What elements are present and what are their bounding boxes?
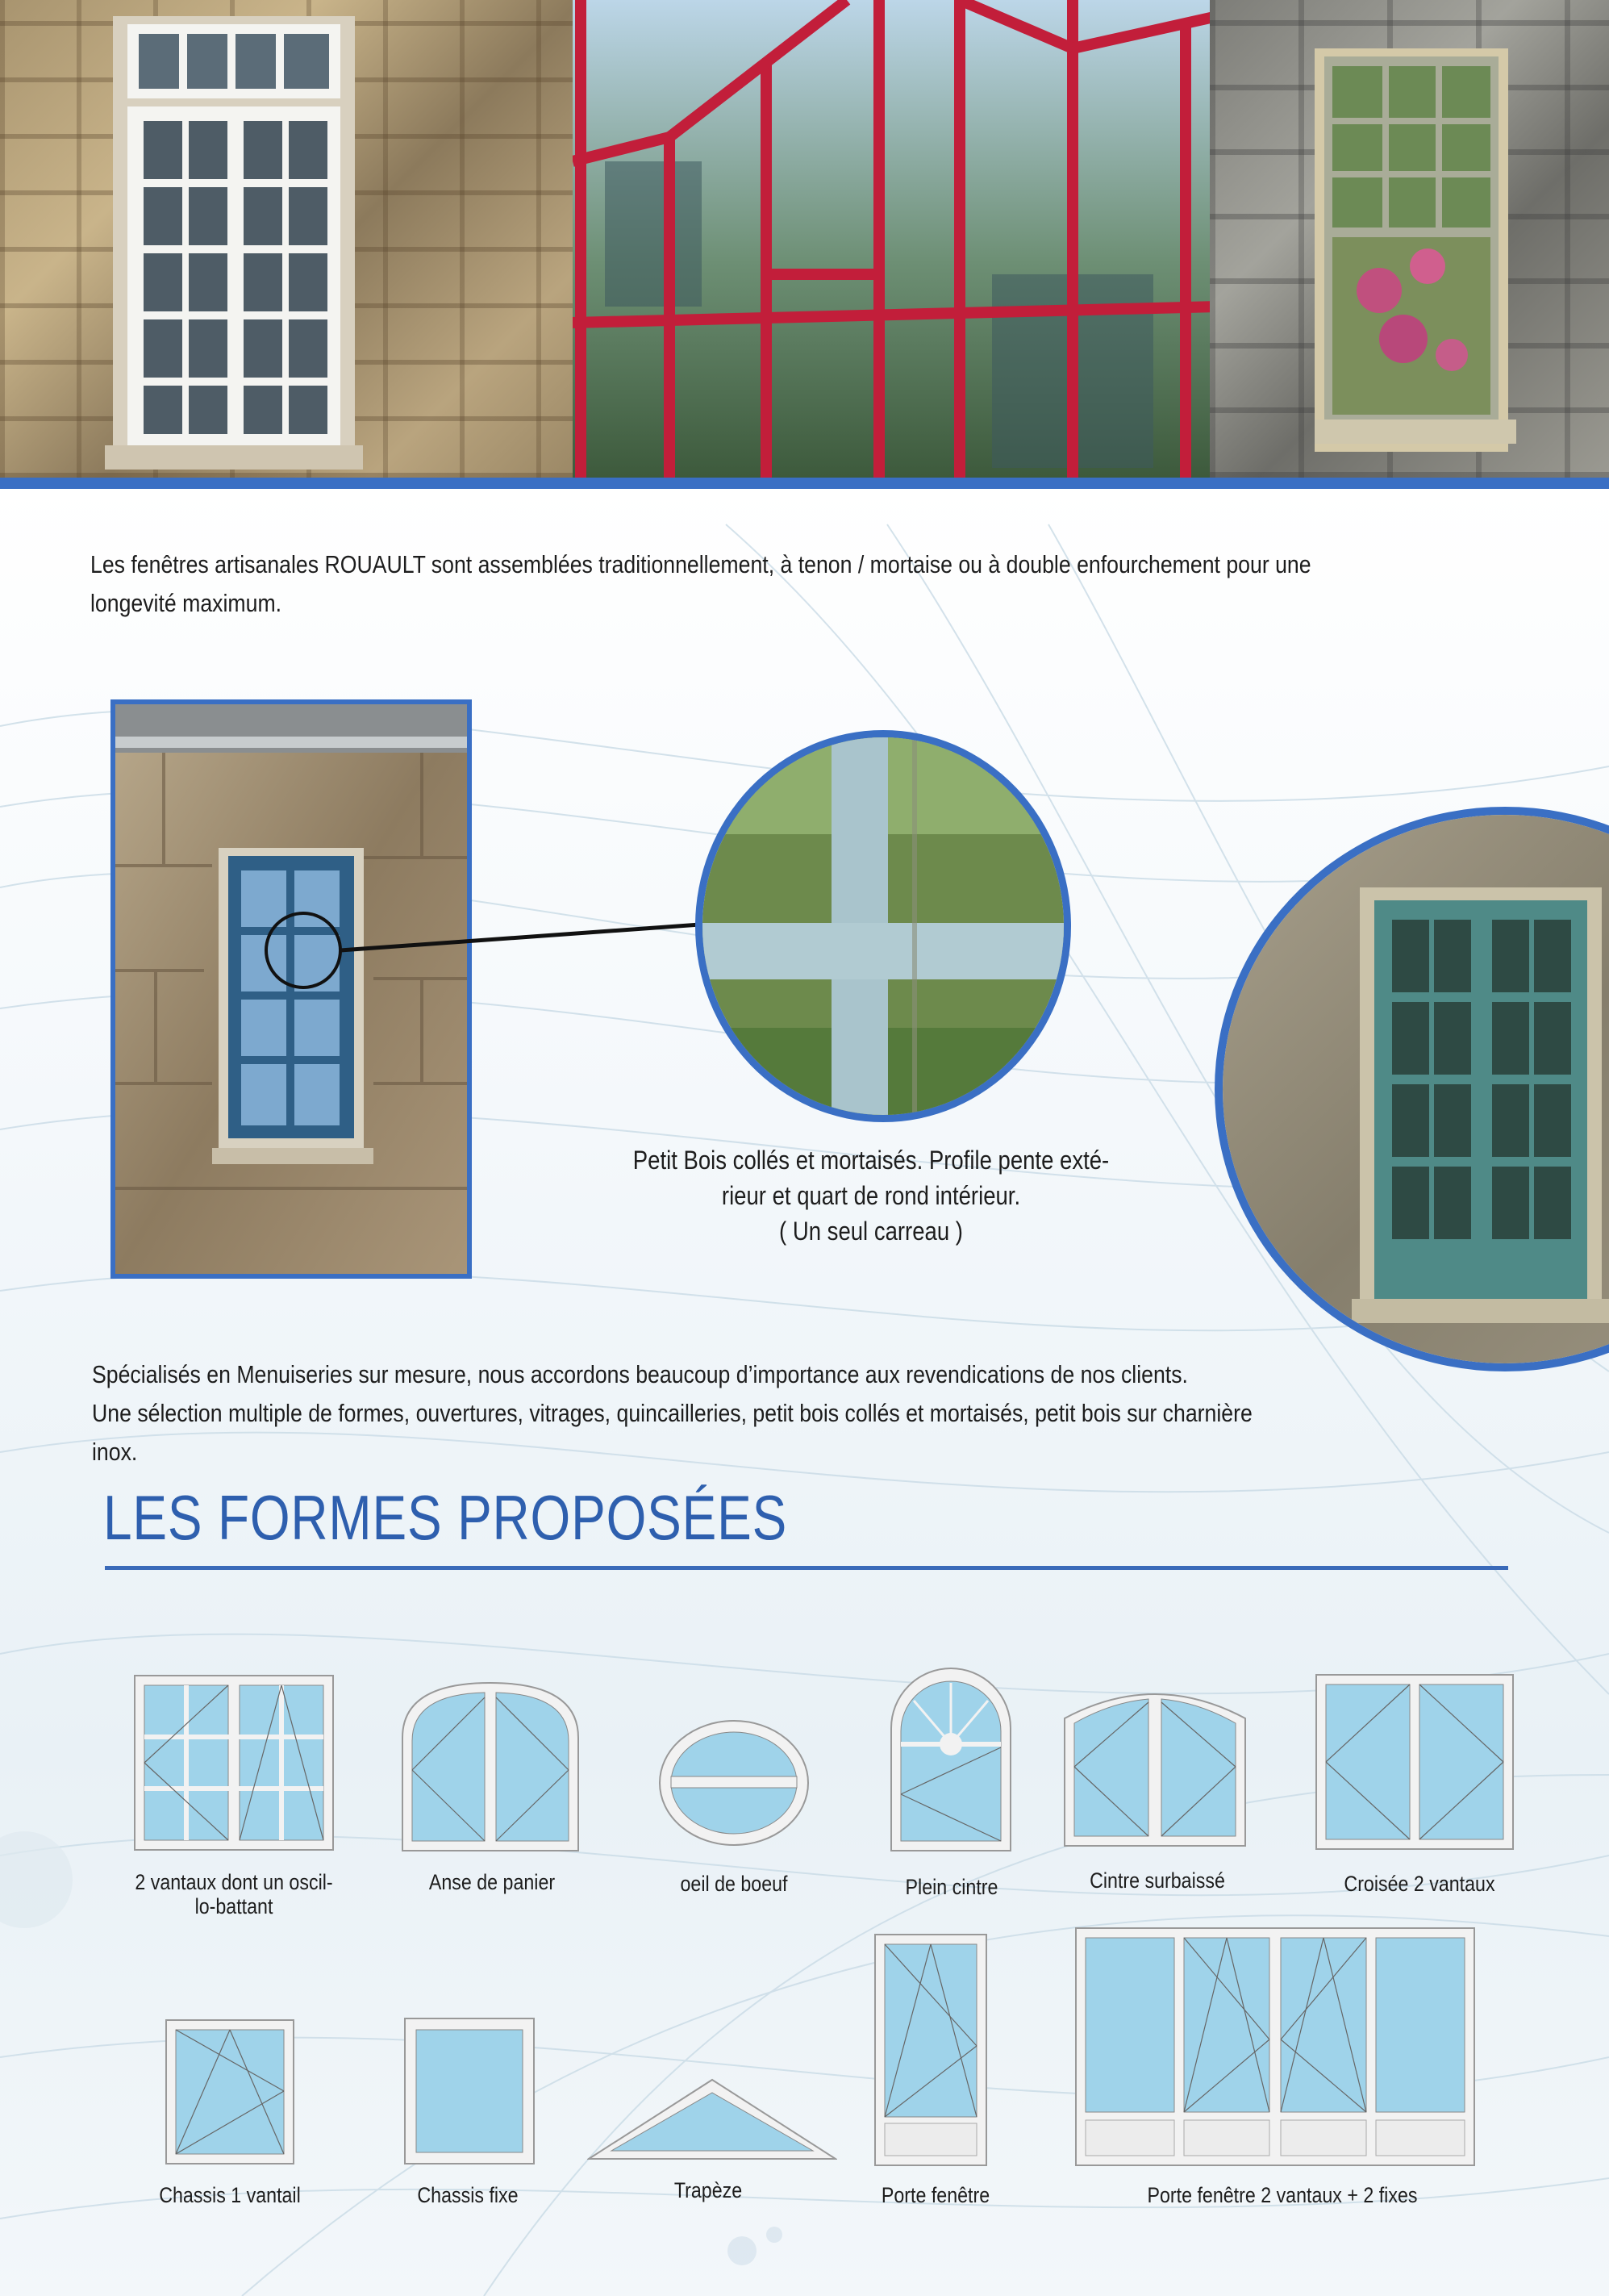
shape-triangle xyxy=(587,2078,837,2160)
white-window-illustration xyxy=(0,0,581,478)
specialise-line-2: Une sélection multiple de formes, ouvertures, vitrages, quincailleries, petit bois collés et mortaisés, petit bois sur charnière xyxy=(92,1399,1253,1427)
zoom-circle-glazing-bar xyxy=(695,730,1071,1122)
label-fixed-frame: Chassis fixe xyxy=(417,2183,519,2207)
label-triangle: Trapèze xyxy=(673,2178,743,2202)
shape-segmental-arch xyxy=(1063,1678,1247,1847)
photo-granite-sash-window xyxy=(1210,0,1609,478)
caption-line-1: Petit Bois collés et mortaisés. Profile pente exté- xyxy=(632,1146,1110,1175)
header-photo-banner xyxy=(0,0,1609,478)
label-basket-handle: Anse de panier xyxy=(428,1870,556,1894)
caption-line-3: ( Un seul carreau ) xyxy=(779,1217,963,1246)
zoom-caption xyxy=(580,1142,1162,1249)
shape-basket-handle xyxy=(401,1681,580,1852)
label-two-leaf-tilt-turn xyxy=(130,1870,338,1918)
shape-french-door xyxy=(873,1933,988,2167)
label-full-arch: Plein cintre xyxy=(905,1875,998,1899)
label-line-1: 2 vantaux dont un oscil- xyxy=(135,1870,333,1894)
photo-stone-house-window xyxy=(0,0,581,478)
shape-single-leaf xyxy=(165,2018,295,2165)
label-line-2: lo-battant xyxy=(194,1894,273,1918)
label-french-door: Porte fenêtre xyxy=(881,2183,990,2207)
intro-paragraph xyxy=(90,545,1609,623)
shape-full-arch xyxy=(890,1667,1012,1852)
label-french-door-4-panels: Porte fenêtre 2 vantaux + 2 fixes xyxy=(1147,2183,1418,2207)
banner-blue-stripe xyxy=(0,478,1609,489)
specialise-paragraph xyxy=(92,1355,1609,1472)
label-bulls-eye: oeil de boeuf xyxy=(680,1872,788,1896)
label-single-leaf: Chassis 1 vantail xyxy=(159,2183,301,2207)
specialise-line-3: inox. xyxy=(92,1438,138,1466)
shape-fixed-frame xyxy=(403,2017,536,2165)
photo-red-veranda xyxy=(573,0,1218,478)
sash-window-illustration xyxy=(1210,0,1609,478)
label-casement-two-leaf: Croisée 2 vantaux xyxy=(1344,1872,1495,1896)
shape-two-leaf-tilt-turn xyxy=(133,1674,335,1851)
label-segmental-arch: Cintre surbaissé xyxy=(1090,1868,1225,1893)
section-title: LES FORMES PROPOSÉES xyxy=(103,1482,788,1553)
specialise-line-1: Spécialisés en Menuiseries sur mesure, nous accordons beaucoup d’importance aux revendications de nos clients. xyxy=(92,1360,1188,1388)
shape-french-door-4-panels xyxy=(1074,1927,1476,2167)
veranda-illustration xyxy=(573,0,1218,478)
magnifier-connector xyxy=(258,887,710,1017)
shape-bulls-eye xyxy=(657,1718,811,1847)
section-title-rule xyxy=(105,1566,1508,1570)
shape-casement-two-leaf xyxy=(1315,1673,1515,1851)
intro-line-2: longevité maximum. xyxy=(90,589,282,617)
intro-line-1: Les fenêtres artisanales ROUAULT sont assemblées traditionnellement, à tenon / mortaise ou à double enfourchement pour une xyxy=(90,550,1311,578)
caption-line-2: rieur et quart de rond intérieur. xyxy=(721,1181,1021,1210)
